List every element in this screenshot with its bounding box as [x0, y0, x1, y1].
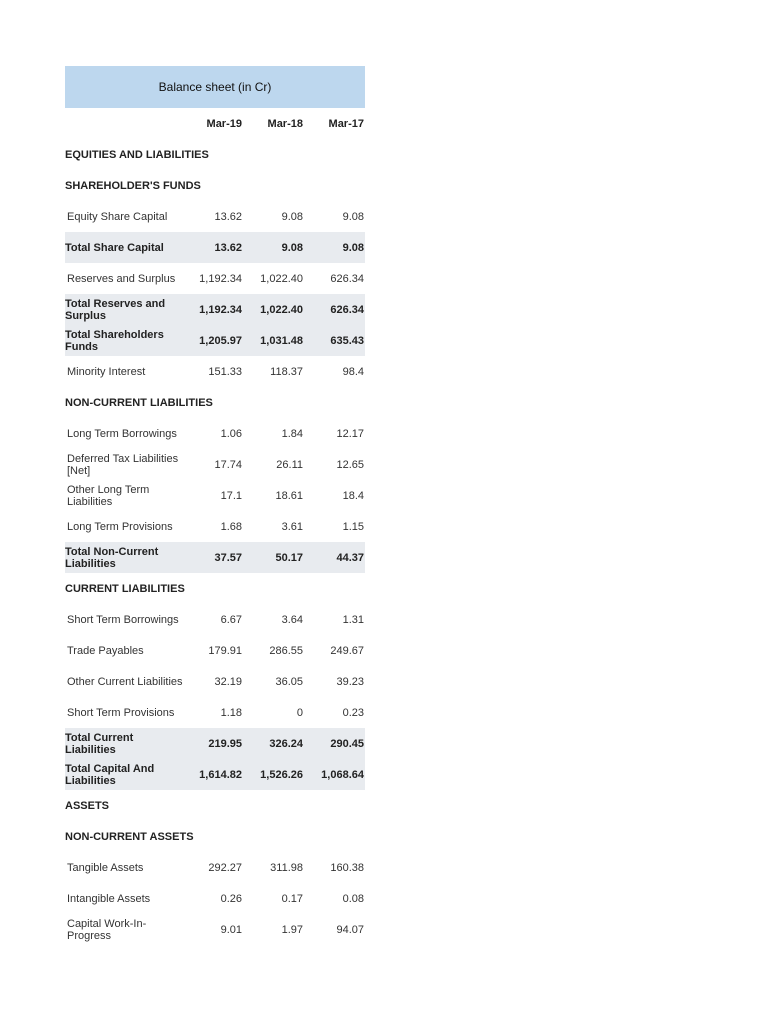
table-row	[65, 418, 365, 449]
total-row	[65, 232, 365, 263]
row-label: Total Current Liabilities	[65, 731, 134, 756]
table-row	[65, 511, 365, 542]
section-heading-row	[65, 139, 365, 170]
value-cell-mar-19: 1,614.82	[199, 768, 242, 781]
value-cell-mar-18: 311.98	[270, 861, 303, 874]
section-heading-row	[65, 387, 365, 418]
balance-sheet-table	[65, 66, 365, 945]
value-cell-mar-18: 0.17	[281, 892, 303, 905]
row-label: Trade Payables	[67, 644, 144, 657]
value-cell-mar-19: 17.1	[220, 489, 242, 502]
value-cell-mar-17: 44.37	[336, 551, 364, 564]
section-heading: CURRENT LIABILITIES	[65, 582, 185, 595]
value-cell-mar-19: 37.57	[214, 551, 242, 564]
value-cell-mar-18: 9.08	[281, 210, 303, 223]
total-row	[65, 728, 365, 759]
value-cell-mar-19: 1,205.97	[199, 334, 242, 347]
section-heading: ASSETS	[65, 799, 110, 812]
value-cell-mar-19: 9.01	[220, 923, 242, 936]
value-cell-mar-18: 1,022.40	[260, 272, 303, 285]
value-cell-mar-19: 1.68	[220, 520, 242, 533]
value-cell-mar-17: 9.08	[342, 210, 364, 223]
value-cell-mar-18: 1.97	[281, 923, 303, 936]
value-cell-mar-17: 94.07	[336, 923, 364, 936]
value-cell-mar-19: 1.06	[220, 427, 242, 440]
value-cell-mar-18: 1.84	[281, 427, 303, 440]
value-cell-mar-19: 179.91	[208, 644, 242, 657]
value-cell-mar-17: 98.4	[342, 365, 364, 378]
total-row	[65, 294, 365, 325]
table-row	[65, 666, 365, 697]
row-label: Total Non-Current Liabilities	[65, 545, 159, 570]
value-cell-mar-18: 26.11	[276, 458, 303, 471]
row-label: Short Term Borrowings	[67, 613, 179, 626]
column-header-mar-18: Mar-18	[267, 117, 303, 130]
section-heading: NON-CURRENT LIABILITIES	[65, 396, 213, 409]
section-heading-row	[65, 821, 365, 852]
value-cell-mar-17: 160.38	[330, 861, 364, 874]
value-cell-mar-18: 36.05	[275, 675, 303, 688]
value-cell-mar-17: 18.4	[342, 489, 364, 502]
table-body	[65, 139, 365, 945]
value-cell-mar-19: 32.19	[214, 675, 242, 688]
value-cell-mar-18: 3.61	[281, 520, 303, 533]
table-row	[65, 914, 365, 945]
value-cell-mar-19: 1,192.34	[199, 272, 242, 285]
value-cell-mar-19: 17.74	[214, 458, 242, 471]
value-cell-mar-17: 290.45	[330, 737, 364, 750]
value-cell-mar-19: 13.62	[214, 210, 242, 223]
row-label: Other Current Liabilities	[67, 675, 183, 688]
section-heading-row	[65, 790, 365, 821]
value-cell-mar-17: 626.34	[330, 272, 364, 285]
value-cell-mar-18: 1,526.26	[260, 768, 303, 781]
value-cell-mar-18: 326.24	[269, 737, 303, 750]
section-heading: SHAREHOLDER'S FUNDS	[65, 179, 201, 192]
section-heading-row	[65, 573, 365, 604]
value-cell-mar-17: 12.65	[336, 458, 364, 471]
row-label: Total Shareholders Funds	[65, 328, 164, 353]
table-row	[65, 635, 365, 666]
row-label: Equity Share Capital	[67, 210, 168, 223]
value-cell-mar-17: 0.08	[342, 892, 364, 905]
section-heading: EQUITIES AND LIABILITIES	[65, 148, 209, 161]
value-cell-mar-19: 1,192.34	[199, 303, 242, 316]
total-row	[65, 325, 365, 356]
row-label: Total Capital And Liabilities	[65, 762, 155, 787]
table-row	[65, 201, 365, 232]
value-cell-mar-17: 249.67	[330, 644, 364, 657]
value-cell-mar-18: 3.64	[281, 613, 303, 626]
value-cell-mar-17: 1,068.64	[321, 768, 364, 781]
value-cell-mar-19: 219.95	[208, 737, 242, 750]
row-label: Intangible Assets	[67, 892, 151, 905]
row-label: Total Reserves and Surplus	[65, 297, 166, 322]
value-cell-mar-18: 9.08	[281, 241, 303, 254]
column-header-mar-19: Mar-19	[206, 117, 242, 130]
row-label: Deferred Tax Liabilities [Net]	[67, 452, 179, 477]
value-cell-mar-18: 0	[296, 706, 303, 719]
row-label: Long Term Borrowings	[67, 427, 177, 440]
value-cell-mar-18: 286.55	[269, 644, 303, 657]
total-row	[65, 759, 365, 790]
table-row	[65, 263, 365, 294]
table-row	[65, 883, 365, 914]
value-cell-mar-18: 1,031.48	[260, 334, 303, 347]
value-cell-mar-18: 1,022.40	[260, 303, 303, 316]
row-label: Short Term Provisions	[67, 706, 175, 719]
value-cell-mar-17: 9.08	[342, 241, 364, 254]
value-cell-mar-19: 292.27	[208, 861, 242, 874]
row-label: Long Term Provisions	[67, 520, 173, 533]
table-row	[65, 852, 365, 883]
value-cell-mar-18: 50.17	[275, 551, 303, 564]
value-cell-mar-17: 1.31	[342, 613, 364, 626]
table-title: Balance sheet (in Cr)	[65, 66, 365, 108]
column-header-row	[65, 108, 365, 139]
value-cell-mar-17: 626.34	[330, 303, 364, 316]
row-label: Reserves and Surplus	[67, 272, 176, 285]
row-label: Tangible Assets	[67, 861, 144, 874]
value-cell-mar-17: 12.17	[336, 427, 364, 440]
value-cell-mar-19: 151.33	[208, 365, 242, 378]
row-label: Total Share Capital	[65, 241, 164, 254]
value-cell-mar-19: 1.18	[220, 706, 242, 719]
row-label: Capital Work-In-Progress	[67, 917, 147, 942]
row-label: Other Long Term Liabilities	[67, 483, 150, 508]
value-cell-mar-17: 635.43	[330, 334, 364, 347]
value-cell-mar-19: 13.62	[214, 241, 242, 254]
table-row	[65, 449, 365, 480]
column-header-mar-17: Mar-17	[328, 117, 364, 130]
value-cell-mar-17: 39.23	[336, 675, 364, 688]
table-row	[65, 480, 365, 511]
value-cell-mar-17: 0.23	[342, 706, 364, 719]
section-heading-row	[65, 170, 365, 201]
table-row	[65, 604, 365, 635]
table-row	[65, 356, 365, 387]
value-cell-mar-18: 118.37	[270, 365, 303, 378]
row-label: Minority Interest	[67, 365, 146, 378]
value-cell-mar-19: 6.67	[220, 613, 242, 626]
total-row	[65, 542, 365, 573]
section-heading: NON-CURRENT ASSETS	[65, 830, 194, 843]
value-cell-mar-17: 1.15	[342, 520, 364, 533]
value-cell-mar-19: 0.26	[220, 892, 242, 905]
value-cell-mar-18: 18.61	[275, 489, 303, 502]
table-row	[65, 697, 365, 728]
